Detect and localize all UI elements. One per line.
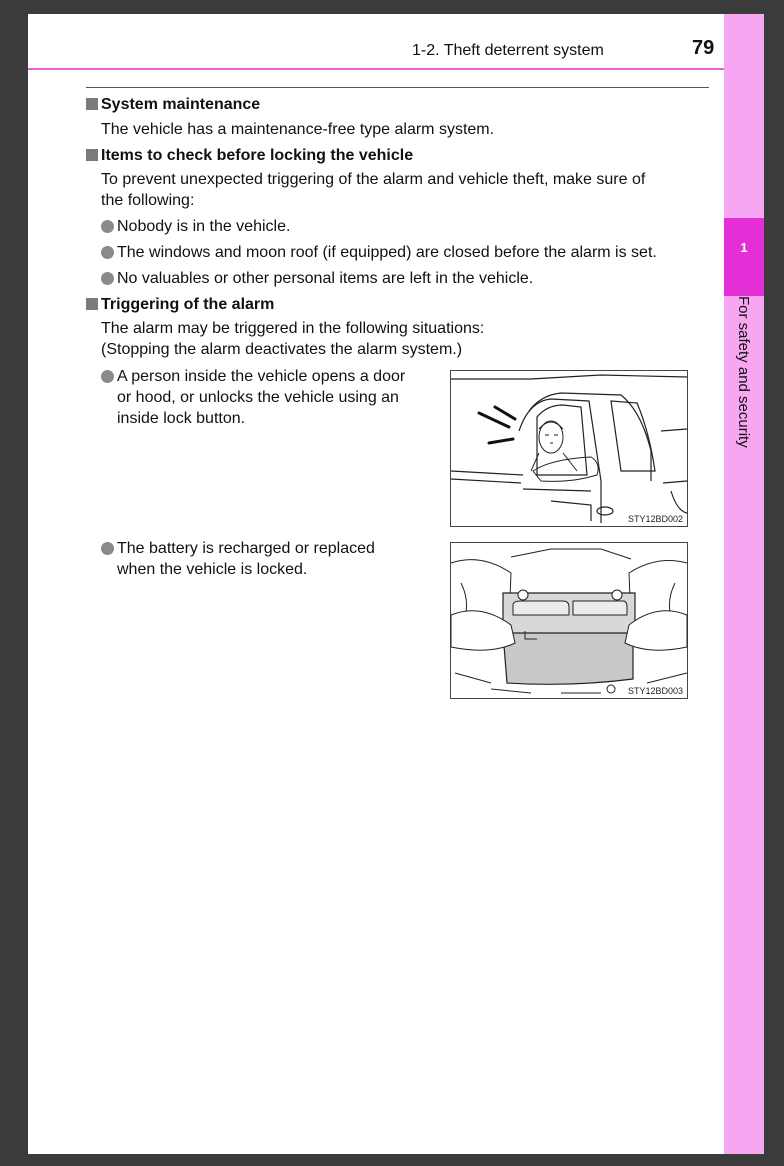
list-item: The windows and moon roof (if equipped) are closed before the alarm is set. bbox=[101, 242, 712, 263]
square-bullet-icon bbox=[86, 298, 98, 310]
square-bullet-icon bbox=[86, 98, 98, 110]
figure-code: STY12BD003 bbox=[627, 686, 683, 696]
list-item: No valuables or other personal items are left in the vehicle. bbox=[101, 268, 712, 289]
chapter-title: For safety and security bbox=[735, 296, 752, 448]
page-number: 79 bbox=[692, 37, 715, 59]
list-item: Nobody is in the vehicle. bbox=[101, 216, 712, 237]
circle-bullet-icon bbox=[101, 246, 114, 259]
section-text: The vehicle has a maintenance-free type alarm system. bbox=[101, 121, 495, 138]
section-heading: Items to check before locking the vehicle bbox=[86, 145, 712, 167]
section-intro: The alarm may be triggered in the following situations: (Stopping the alarm deactivates the alarm system.) bbox=[101, 320, 485, 358]
figure-caption bbox=[101, 538, 434, 580]
square-bullet-icon bbox=[86, 149, 98, 161]
section-heading: Triggering of the alarm bbox=[86, 294, 712, 316]
figure-code: STY12BD002 bbox=[627, 514, 683, 524]
circle-bullet-icon bbox=[101, 542, 114, 555]
header-rule bbox=[28, 68, 724, 70]
battery-illustration bbox=[450, 542, 688, 699]
section-rule bbox=[86, 87, 709, 88]
battery-replacement-illustration bbox=[451, 543, 687, 698]
door-opening-illustration bbox=[451, 371, 687, 526]
circle-bullet-icon bbox=[101, 220, 114, 233]
figure-row bbox=[86, 540, 712, 714]
header-section-title: 1-2. Theft deterrent system bbox=[412, 42, 604, 59]
door-illustration bbox=[450, 370, 688, 527]
figure-row bbox=[86, 366, 712, 540]
chapter-number: 1 bbox=[740, 240, 748, 255]
section-intro: To prevent unexpected triggering of the alarm and vehicle theft, make sure of the following: bbox=[101, 171, 646, 209]
circle-bullet-icon bbox=[101, 370, 114, 383]
page-content bbox=[86, 94, 712, 714]
chapter-tab bbox=[724, 218, 764, 296]
list-item: A person inside the vehicle opens a door or hood, or unlocks the vehicle using an inside lock button. bbox=[101, 366, 434, 429]
circle-bullet-icon bbox=[101, 272, 114, 285]
list-item: The battery is recharged or replaced when the vehicle is locked. bbox=[101, 538, 434, 580]
manual-page bbox=[28, 14, 752, 1154]
section-heading: System maintenance bbox=[86, 94, 712, 116]
figure-caption bbox=[101, 366, 434, 429]
chapter-side-strip bbox=[724, 14, 764, 1154]
